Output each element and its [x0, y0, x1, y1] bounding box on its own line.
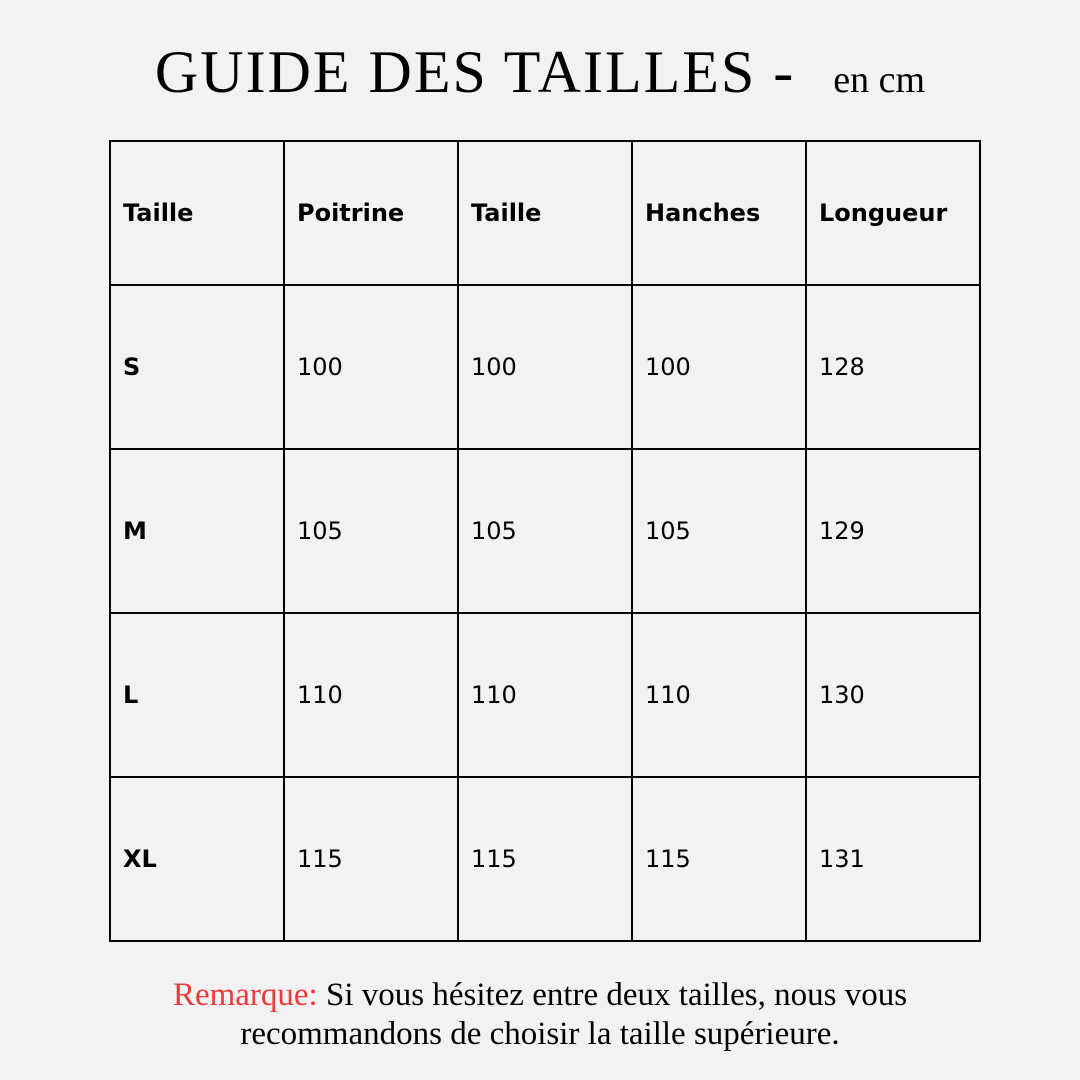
table-row	[110, 285, 980, 449]
table-cell: 105	[632, 449, 806, 613]
table-cell: 115	[632, 777, 806, 941]
page-title	[0, 38, 1080, 107]
table-header-row	[110, 141, 980, 285]
table-cell: 105	[458, 449, 632, 613]
table-cell: 110	[284, 613, 458, 777]
table-row	[110, 613, 980, 777]
header-cell: Poitrine	[284, 141, 458, 285]
table-cell: 100	[632, 285, 806, 449]
table-cell: 128	[806, 285, 980, 449]
size-note	[0, 976, 1080, 1054]
header-cell: Taille	[458, 141, 632, 285]
table-cell: 115	[458, 777, 632, 941]
size-table	[109, 140, 981, 942]
size-cell: XL	[110, 777, 284, 941]
title-unit: en cm	[833, 59, 926, 101]
table-cell: 110	[458, 613, 632, 777]
header-cell: Longueur	[806, 141, 980, 285]
table-row	[110, 777, 980, 941]
title-main: GUIDE DES TAILLES -	[154, 39, 796, 105]
table-row	[110, 449, 980, 613]
size-cell: L	[110, 613, 284, 777]
header-cell: Hanches	[632, 141, 806, 285]
header-cell: Taille	[110, 141, 284, 285]
note-label: Remarque:	[172, 977, 318, 1013]
size-cell: S	[110, 285, 284, 449]
table-cell: 129	[806, 449, 980, 613]
table-cell: 105	[284, 449, 458, 613]
table-cell: 100	[284, 285, 458, 449]
table-cell: 100	[458, 285, 632, 449]
table-cell: 110	[632, 613, 806, 777]
table-cell: 130	[806, 613, 980, 777]
note-line-2: recommandons de choisir la taille supérieure.	[240, 1016, 840, 1052]
size-cell: M	[110, 449, 284, 613]
table-cell: 115	[284, 777, 458, 941]
table-cell: 131	[806, 777, 980, 941]
note-line-1: Si vous hésitez entre deux tailles, nous vous	[325, 977, 908, 1013]
